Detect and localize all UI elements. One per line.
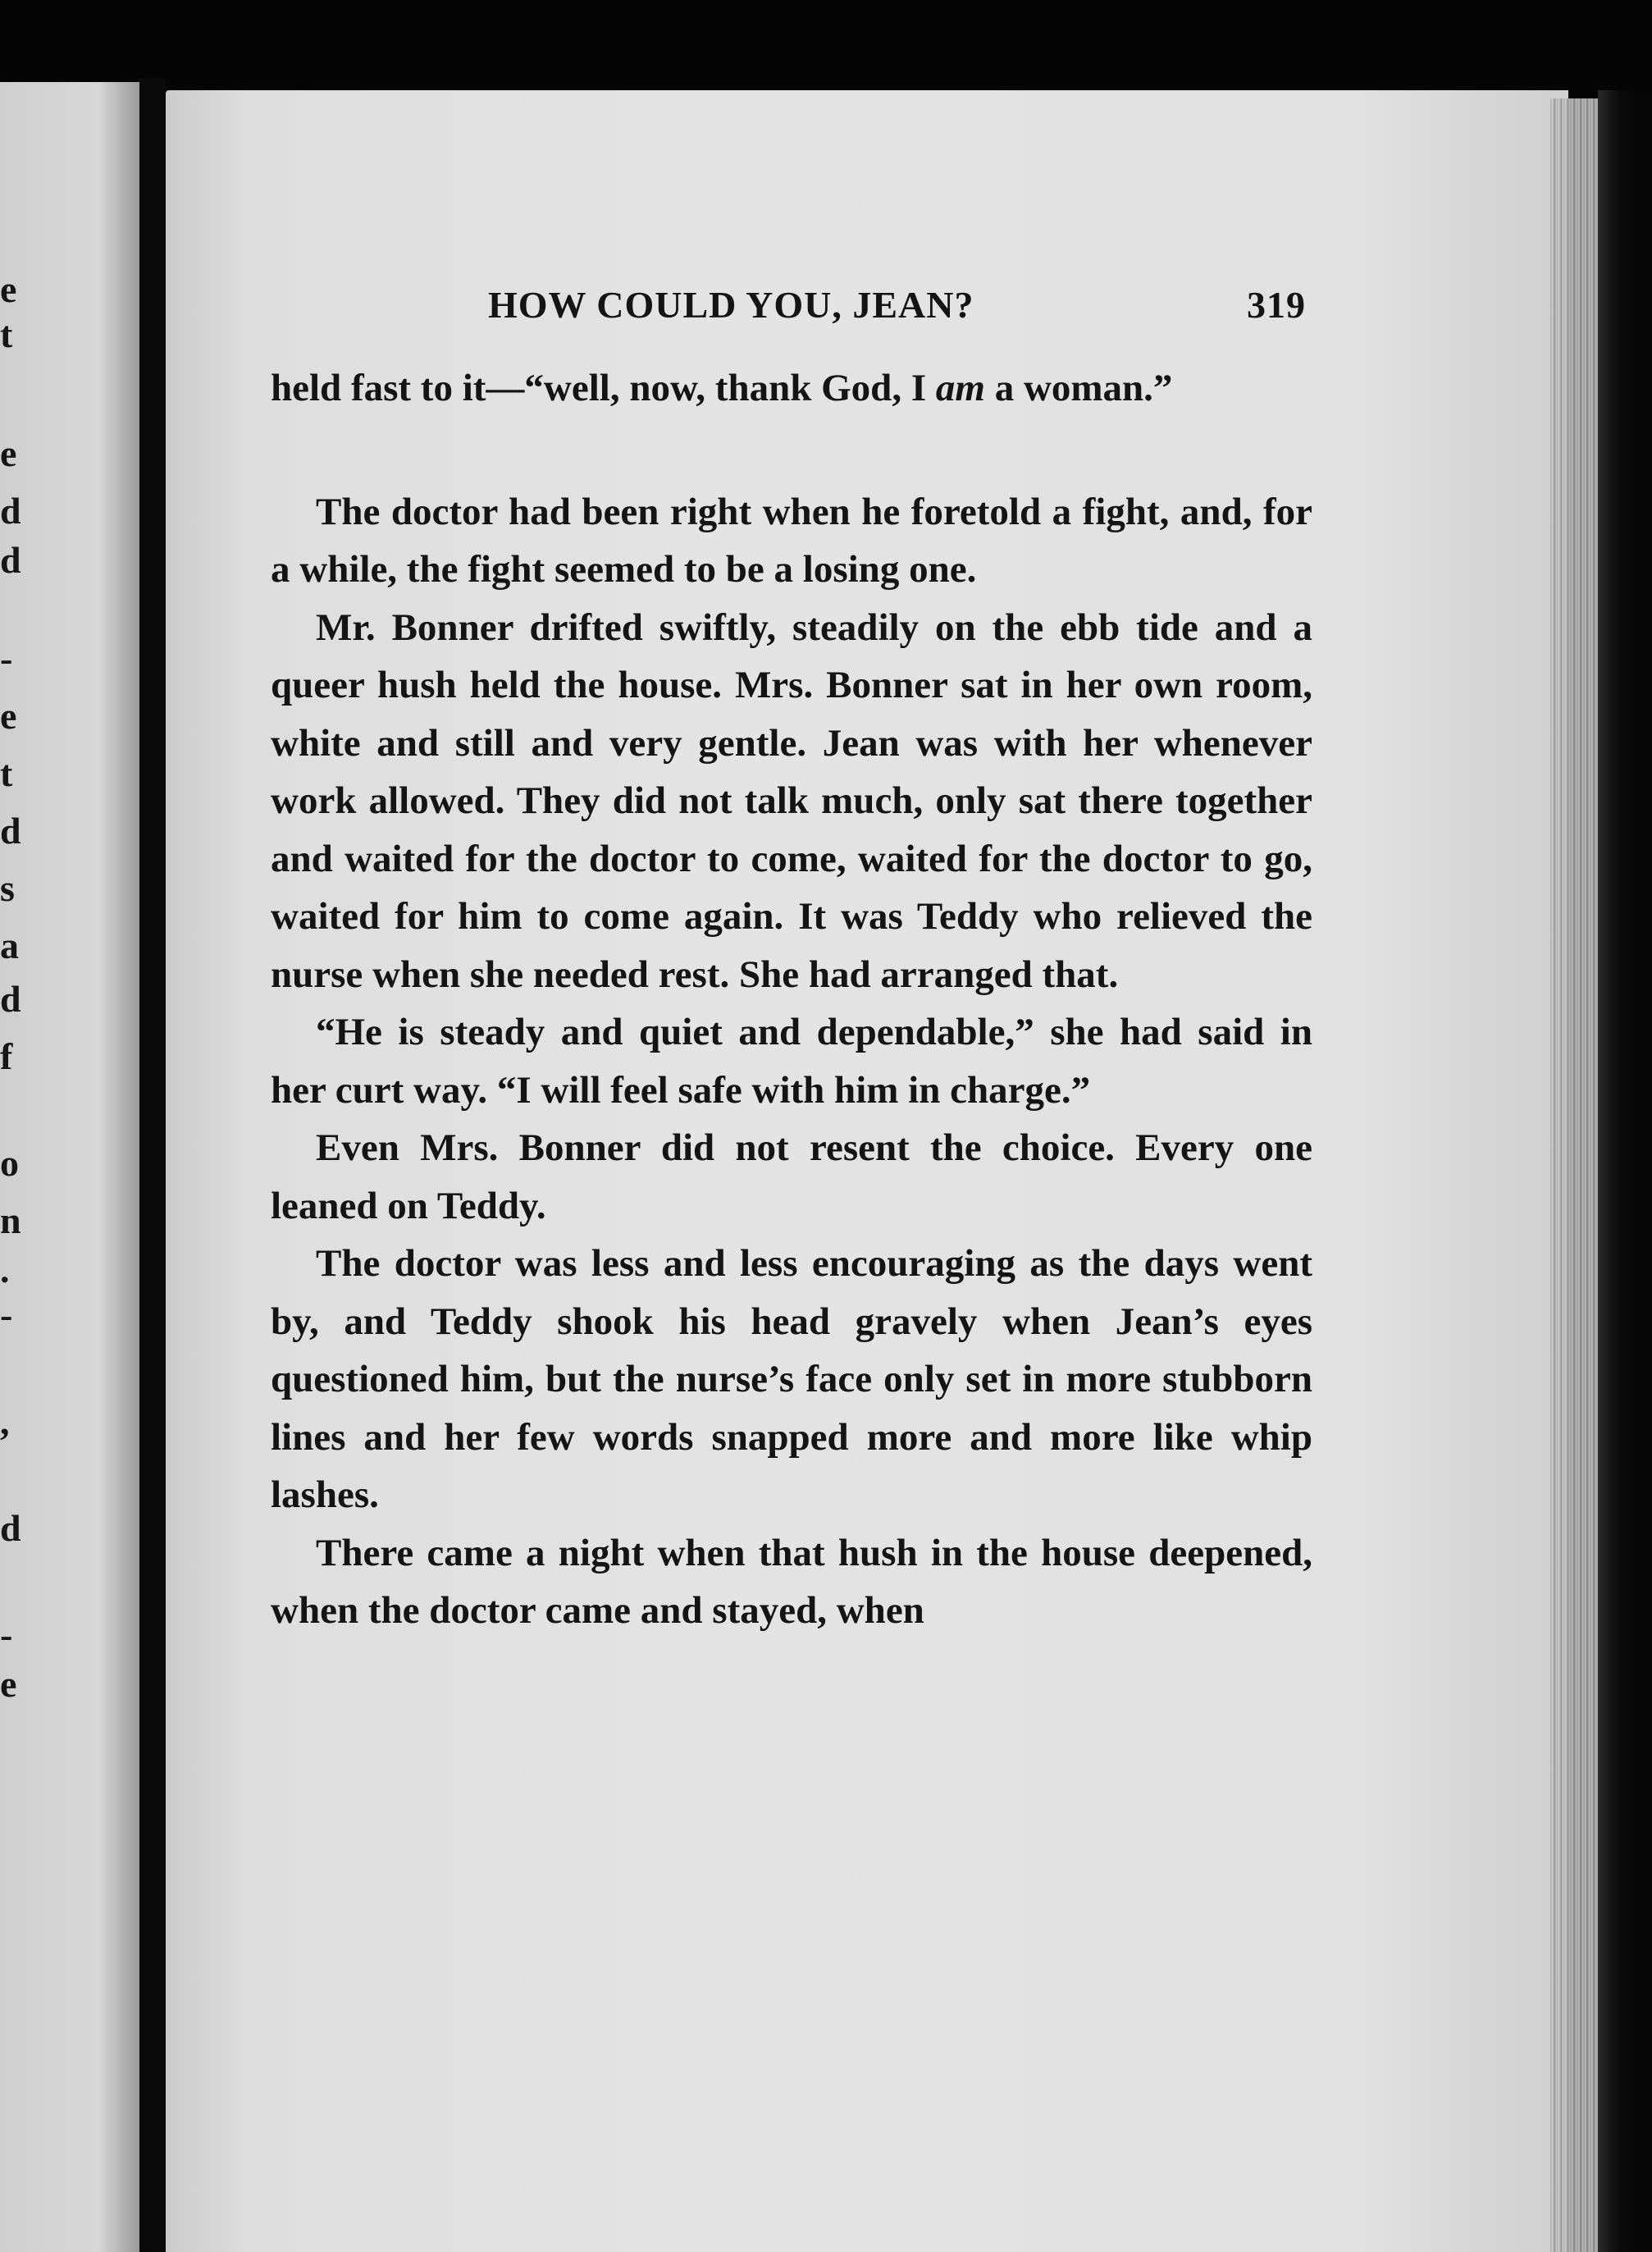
left-page-char: t: [0, 752, 13, 794]
left-page-char: .: [0, 1249, 10, 1290]
left-page-char: e: [0, 432, 17, 474]
left-page-char: s: [0, 867, 15, 909]
left-page-char: f: [0, 1035, 13, 1077]
paragraph-1-text: held fast to it—“well, now, thank God, I: [271, 367, 936, 409]
paragraph-2: The doctor had been right when he foretold a fight, and, for a while, the fight seemed to be a losing one.: [271, 490, 1312, 591]
paragraph-3: Mr. Bonner drifted swiftly, steadily on the ebb tide and a queer hush held the house. Mrs. Bonner sat in her own room, white and still and very gentle. Jean was with her whenever work allowed. They did not talk much, only sat there together and waited for the doctor to come, waited for the doctor to go, waited for him to come again. It was Teddy who relieved the nurse when she needed rest. She had arranged that.: [271, 605, 1312, 996]
left-page-char: a: [0, 925, 19, 966]
left-page-char: d: [0, 539, 21, 581]
left-page-char: d: [0, 978, 21, 1020]
page-header: [488, 283, 1308, 349]
paragraph-1-text-end: a woman.”: [984, 367, 1173, 409]
left-page-char: n: [0, 1199, 21, 1241]
left-page-char: d: [0, 490, 21, 532]
left-page-char: -: [0, 637, 13, 679]
paragraph-6: The doctor was less and less encouraging as the days went by, and Teddy shook his head gravely when Jean’s eyes questioned him, but the nurse’s face only set in more stubborn lines and her few words snapped more and more like whip lashes.: [271, 1242, 1312, 1516]
page-stack-edge: [1550, 98, 1600, 2252]
paragraph-4: “He is steady and quiet and dependable,” she had said in her curt way. “I will feel safe with him in charge.”: [271, 1011, 1312, 1112]
left-facing-page: [0, 82, 139, 2252]
left-page-edge-text: [0, 82, 33, 2252]
left-page-char: ,: [0, 1400, 10, 1442]
paragraph-1-emphasis: am: [935, 367, 985, 409]
left-page-char: e: [0, 695, 17, 737]
left-page-char: -: [0, 1614, 13, 1656]
paragraph-5: Even Mrs. Bonner did not resent the choice. Every one leaned on Teddy.: [271, 1126, 1312, 1227]
left-page-char: t: [0, 313, 13, 355]
page-number: 319: [1247, 284, 1306, 326]
paragraph-7: There came a night when that hush in the house deepened, when the doctor came and stayed, when: [271, 1531, 1312, 1632]
running-title: HOW COULD YOU, JEAN?: [488, 284, 974, 326]
left-page-char: d: [0, 1507, 21, 1549]
scan-border-right: [1598, 90, 1652, 2252]
left-page-char: -: [0, 1294, 13, 1336]
paragraph-1: [271, 359, 1312, 418]
left-page-char: e: [0, 268, 17, 310]
left-page-char: o: [0, 1142, 19, 1184]
book-gutter: [139, 78, 166, 2252]
left-page-char: d: [0, 810, 21, 852]
left-page-char: e: [0, 1663, 17, 1705]
body-text: [271, 359, 1312, 1640]
